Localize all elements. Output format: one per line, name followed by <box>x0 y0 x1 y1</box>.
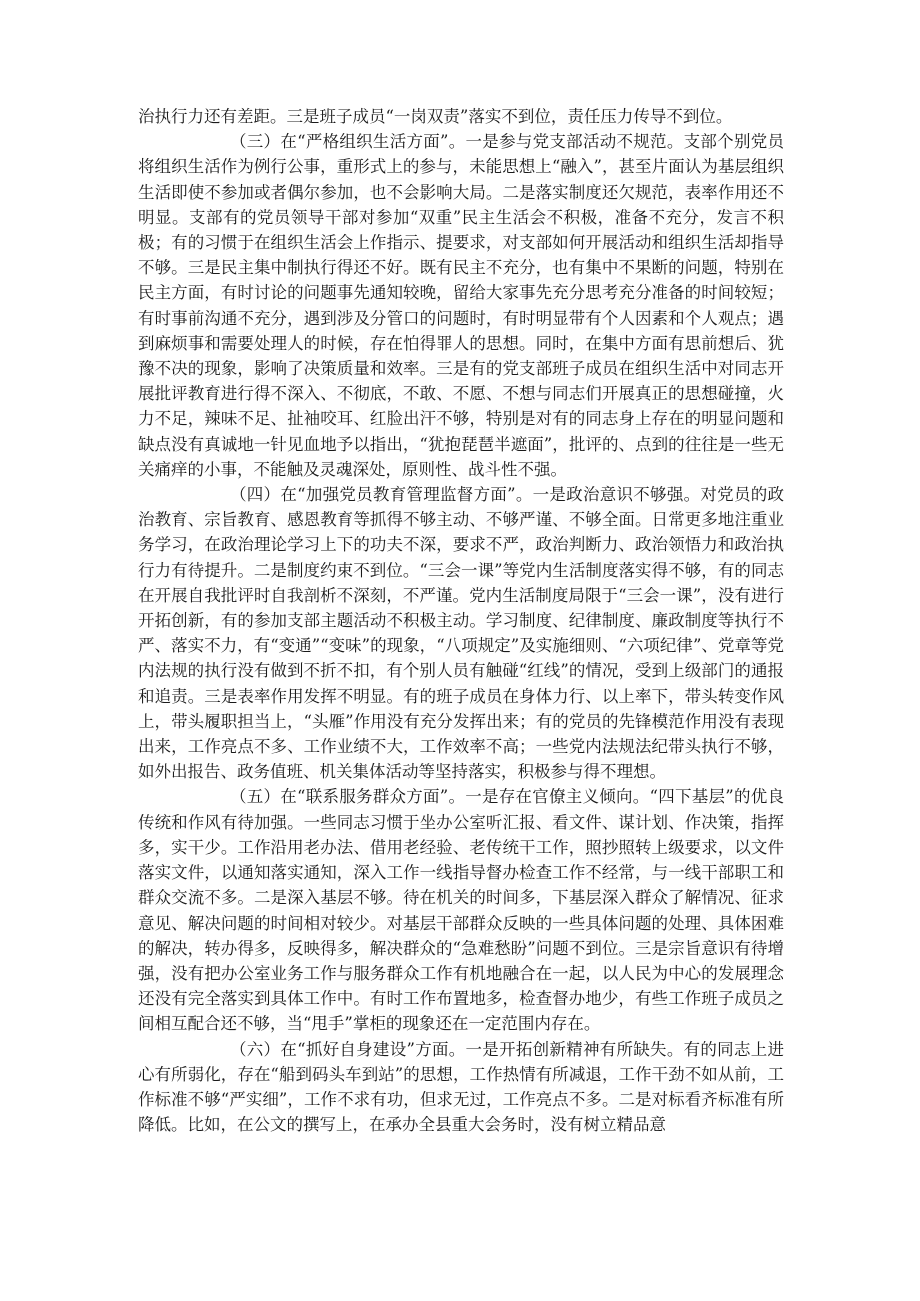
document-page <box>138 104 784 1137</box>
paragraph-section-6: （六）在“抓好自身建设”方面。一是开拓创新精神有所缺失。有的同志上进心有所弱化，存在“船到码头车到站”的思想，工作热情有所减退，工作干劲不如从前，工作标准不够“严实细”，工作不求有功，但求无过，工作亮点不多。二是对标看齐标准有所降低。比如，在公文的撰写上，在承办全县重大会务时，没有树立精品意 <box>138 1039 784 1135</box>
paragraph-section-5: （五）在“联系服务群众方面”。一是存在官僚主义倾向。“四下基层”的优良传统和作风有待加强。一些同志习惯于坐办公室听汇报、看文件、谋计划、作决策，指挥多，实干少。工作沿用老办法、借用老经验、老传统干工作，照抄照转上级要求，以文件落实文件，以通知落实通知，深入工作一线指导督办检查工作不经常，与一线干部职工和群众交流不多。二是深入基层不够。待在机关的时间多，下基层深入群众了解情况、征求意见、解决问题的时间相对较少。对基层干部群众反映的一些具体问题的处理、具体困难的解决，转办得多，反映得多，解决群众的“急难愁盼”问题不到位。三是宗旨意识有待增强，没有把办公室业务工作与服务群众工作有机地融合在一起，以人民为中心的发展理念还没有完全落实到具体工作中。有时工作布置地多，检查督办地少，有些工作班子成员之间相互配合还不够，当“甩手”掌柜的现象还在一定范围内存在。 <box>138 787 784 1034</box>
paragraph-section-4: （四）在“加强党员教育管理监督方面”。一是政治意识不够强。对党员的政治教育、宗旨教育、感恩教育等抓得不够主动、不够严谨、不够全面。日常更多地注重业务学习，在政治理论学习上下的功夫不深，要求不严，政治判断力、政治领悟力和政治执行力有待提升。二是制度约束不到位。“三会一课”等党内生活制度落实得不够，有的同志在开展自我批评时自我剖析不深刻，不严谨。党内生活制度局限于“三会一课”，没有进行开拓创新，有的参加支部主题活动不积极主动。学习制度、纪律制度、廉政制度等执行不严、落实不力，有“变通”“变味”的现象，“八项规定”及实施细则、“六项纪律”、党章等党内法规的执行没有做到不折不扣，有个别人员有触碰“红线”的情况，受到上级部门的通报和追责。三是表率作用发挥不明显。有的班子成员在身体力行、以上率下，带头转变作风上，带头履职担当上，“头雁”作用没有充分发挥出来；有的党员的先锋模范作用没有表现出来，工作亮点不多、工作业绩不大，工作效率不高；一些党内法规法纪带头执行不够，如外出报告、政务值班、机关集体活动等坚持落实，积极参与得不理想。 <box>138 485 784 782</box>
paragraph-section-3: （三）在“严格组织生活方面”。一是参与党支部活动不规范。支部个别党员将组织生活作为例行公事，重形式上的参与，未能思想上“融入”，甚至片面认为基层组织生活即使不参加或者偶尔参加，也不会影响大局。二是落实制度还欠规范，表率作用还不明显。支部有的党员领导干部对参加“双重”民主生活会不积极，准备不充分，发言不积极；有的习惯于在组织生活会上作指示、提要求，对支部如何开展活动和组织生活却指导不够。三是民主集中制执行得还不好。既有民主不充分，也有集中不果断的问题，特别在民主方面，有时讨论的问题事先通知较晚，留给大家事先充分思考充分准备的时间较短；有时事前沟通不充分，遇到涉及分管口的问题时，有时明显带有个人因素和个人观点；遇到麻烦事和需要处理人的时候，存在怕得罪人的思想。同时，在集中方面有思前想后、犹豫不决的现象，影响了决策质量和效率。三是有的党支部班子成员在组织生活中对同志开展批评教育进行得不深入、不彻底，不敢、不愿、不想与同志们开展真正的思想碰撞，火力不足，辣味不足、扯袖咬耳、红脸出汗不够，特别是对有的同志身上存在的明显问题和缺点没有真诚地一针见血地予以指出，“犹抱琵琶半遮面”，批评的、点到的往往是一些无关痛痒的小事，不能触及灵魂深处，原则性、战斗性不强。 <box>138 132 784 479</box>
paragraph-continuation: 治执行力还有差距。三是班子成员“一岗双责”落实不到位，责任压力传导不到位。 <box>138 107 733 126</box>
